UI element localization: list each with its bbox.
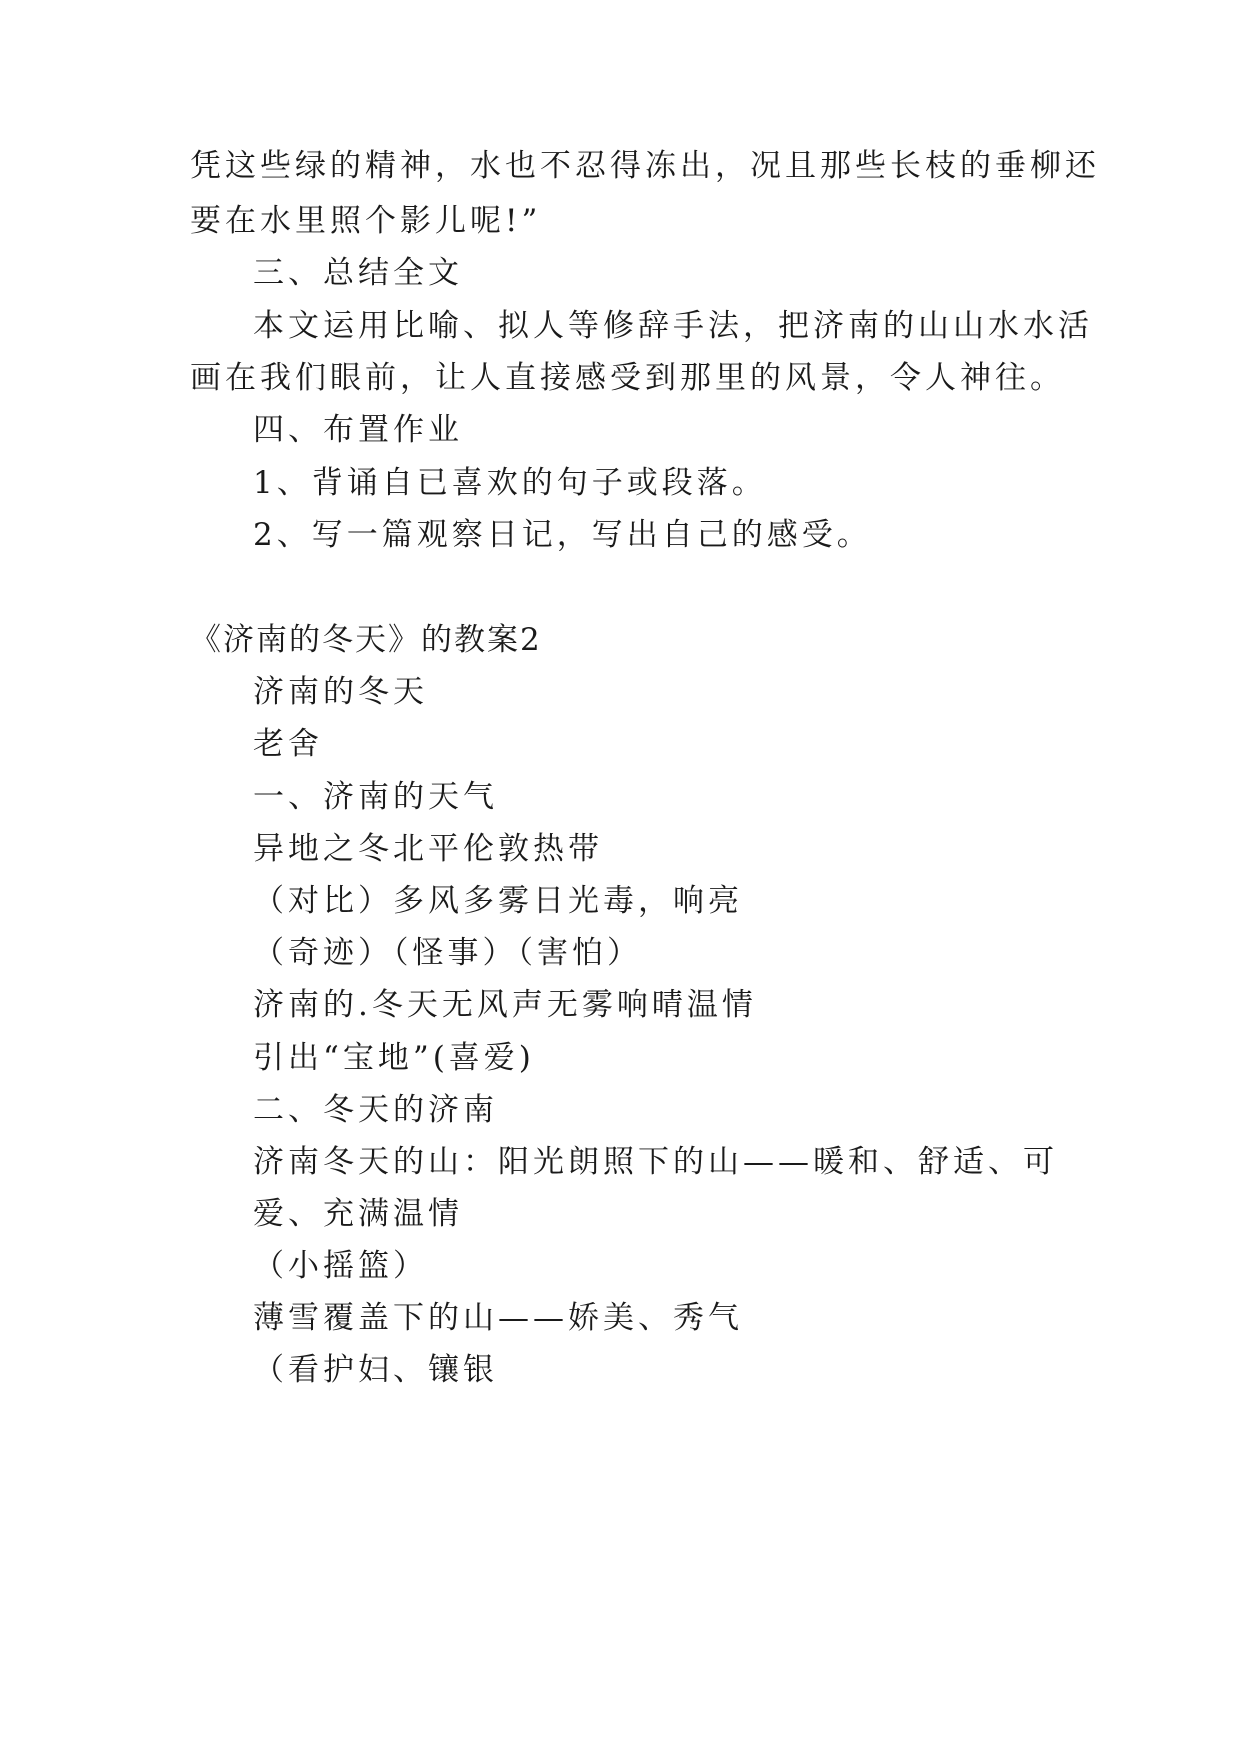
part2-line: （看护妇、镶银: [253, 1352, 498, 1388]
part2-line: 爱、充满温情: [253, 1196, 463, 1232]
part2-line: （小摇篮）: [253, 1248, 428, 1284]
part1-line: （对比）多风多雾日光毒，响亮: [253, 883, 743, 919]
lesson-title: 济南的冬天: [253, 674, 428, 710]
paragraph-continuation-line-1: 凭这些绿的精神，水也不忍得冻出，况且那些长枝的垂柳还: [190, 148, 1100, 184]
part1-heading: 一、济南的天气: [253, 779, 498, 815]
part1-line: 济南的.冬天无风声无雾响晴温情: [253, 987, 757, 1023]
homework-heading: 四、布置作业: [253, 412, 463, 448]
part2-line: 薄雪覆盖下的山——娇美、秀气: [253, 1300, 743, 1336]
part2-heading: 二、冬天的济南: [253, 1092, 498, 1128]
paragraph-continuation-line-2: 要在水里照个影儿呢!”: [190, 203, 542, 239]
summary-paragraph-line-2: 画在我们眼前，让人直接感受到那里的风景，令人神往。: [190, 360, 1065, 396]
part1-line: 异地之冬北平伦敦热带: [253, 831, 603, 867]
part1-line: （奇迹）（怪事）（害怕）: [253, 935, 642, 971]
homework-item-1: 1、背诵自已喜欢的句子或段落。: [253, 465, 767, 501]
part2-line: 济南冬天的山：阳光朗照下的山——暖和、舒适、可: [253, 1144, 1058, 1180]
summary-paragraph-line-1: 本文运用比喻、拟人等修辞手法，把济南的山山水水活: [253, 308, 1093, 344]
summary-heading: 三、总结全文: [253, 255, 463, 291]
part1-line: 引出“宝地”(喜爱): [253, 1040, 535, 1076]
homework-item-2: 2、写一篇观察日记，写出自己的感受。: [253, 517, 872, 553]
lesson-author: 老舍: [253, 726, 323, 762]
section-title: 《济南的冬天》的教案2: [190, 622, 542, 658]
